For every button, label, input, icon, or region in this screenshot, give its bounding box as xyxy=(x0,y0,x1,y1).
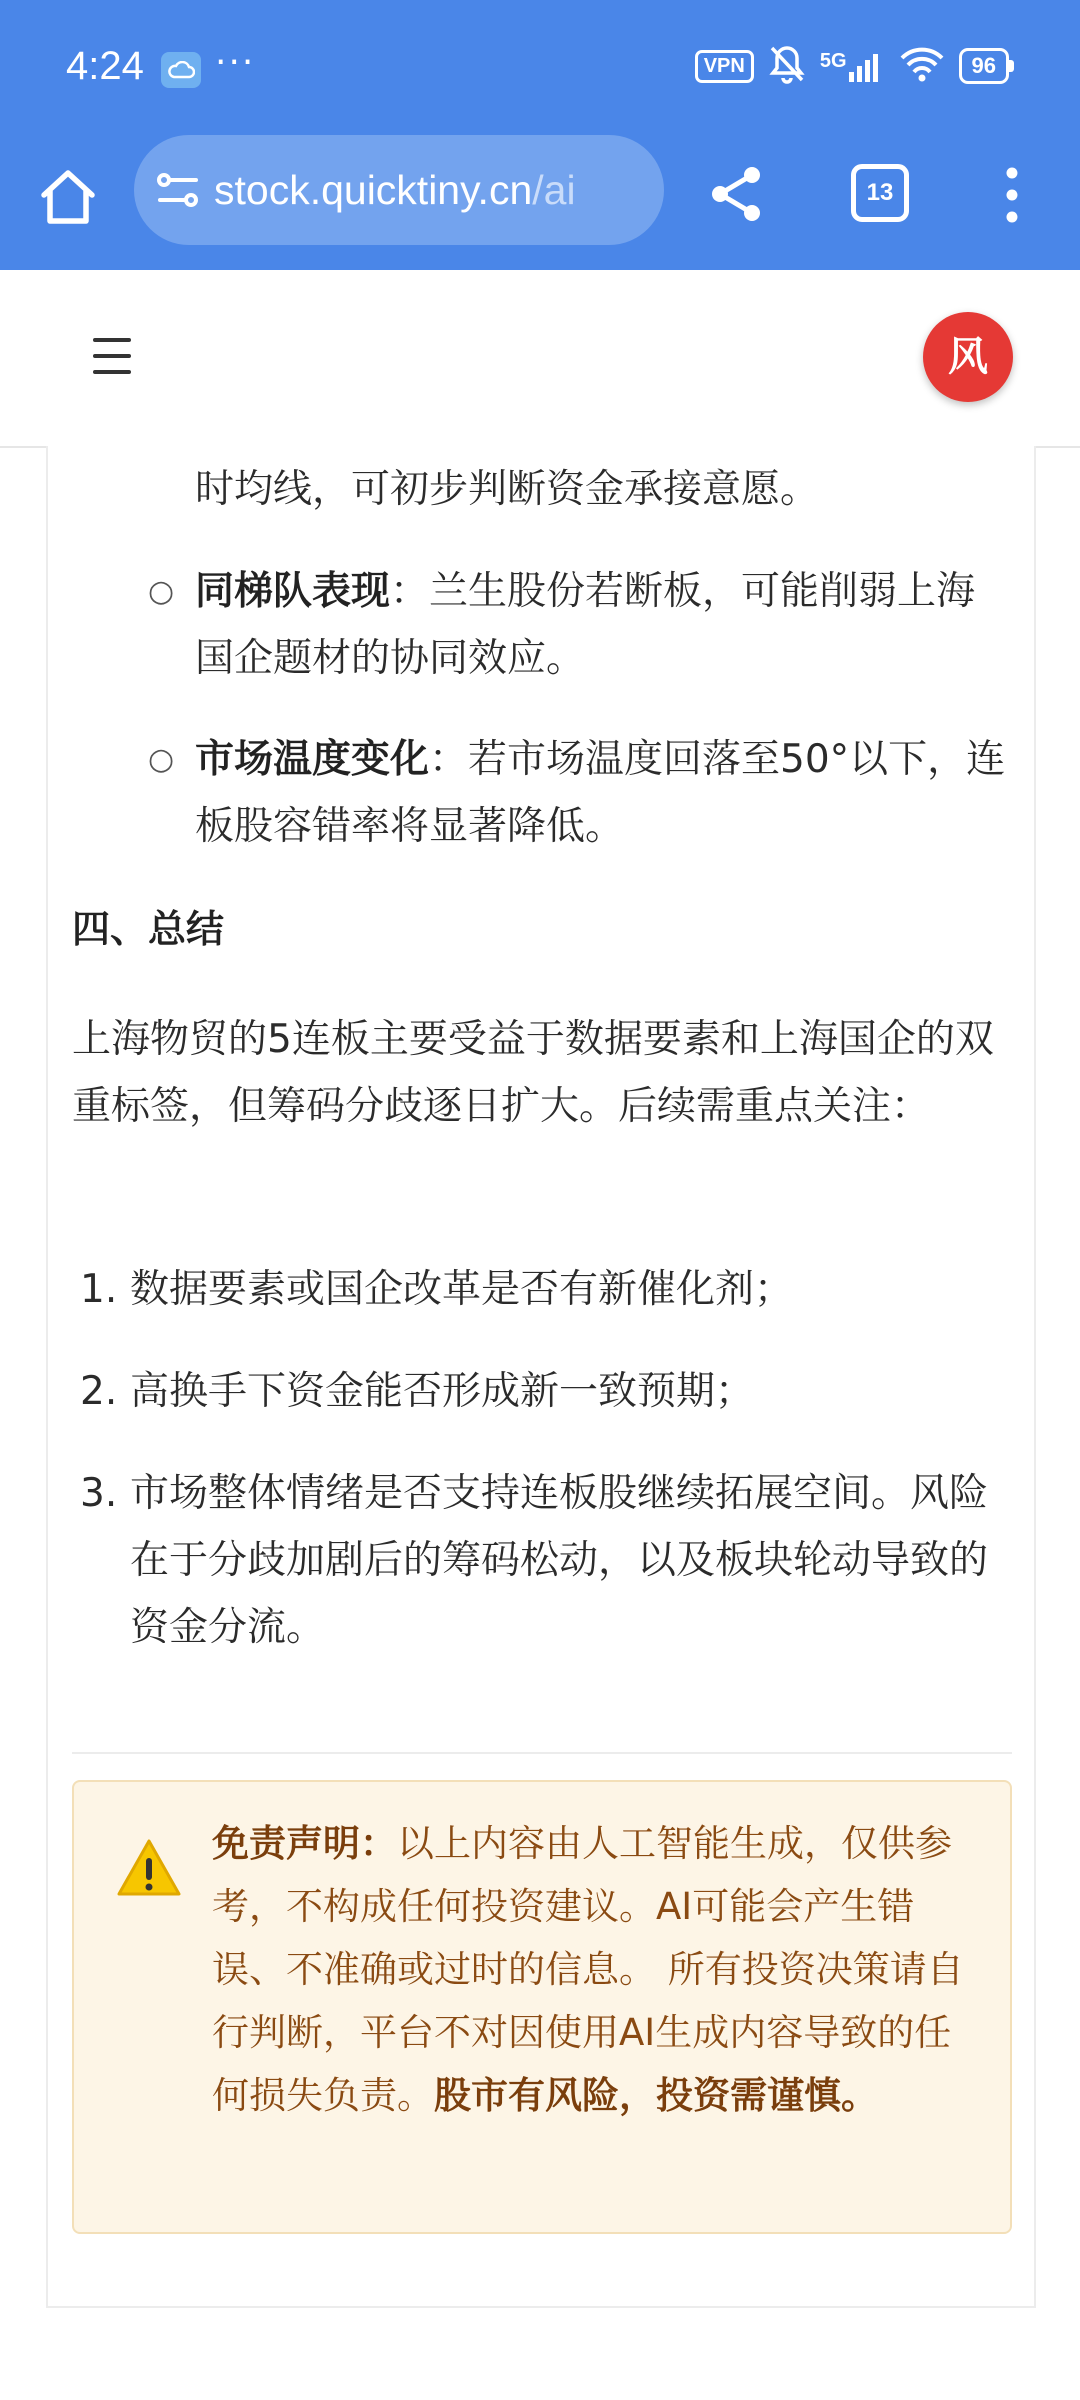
more-vert-icon[interactable] xyxy=(1000,163,1024,227)
summary-paragraph: 上海物贸的5连板主要受益于数据要素和上海国企的双重标签，但筹码分歧逐日扩大。后续需重点关注： xyxy=(72,1017,994,1129)
warning-icon xyxy=(116,1838,182,1898)
address-bar[interactable] xyxy=(134,135,664,245)
cloud-icon xyxy=(161,52,201,88)
section-heading: 四、总结 xyxy=(72,907,225,951)
list-number: 2. xyxy=(80,1369,118,1414)
bullet-title: 市场温度变化 xyxy=(195,737,430,782)
tab-switcher-button[interactable]: 13 xyxy=(851,164,909,222)
signal-icon xyxy=(820,50,885,82)
network-type: 5G xyxy=(819,50,847,72)
list-item xyxy=(148,558,1008,692)
url-path: /ai xyxy=(532,166,576,213)
disclaimer-body: 以上内容由人工智能生成，仅供参考，不构成任何投资建议。AI可能会产生错误、不准确或过时的信息。 所有投资决策请自行判断，平台不对因使用AI生成内容导致的任何损失负责。 xyxy=(212,1822,964,2117)
bullet-text: ：若市场温度回落至50°以下，连板股容错率将显著降低。 xyxy=(195,737,1006,849)
disclaimer-label: 免责声明： xyxy=(212,1822,397,1865)
article-card xyxy=(46,446,1036,2308)
site-header xyxy=(0,270,1080,448)
menu-icon[interactable] xyxy=(93,338,131,378)
list-text: 市场整体情绪是否支持连板股继续拓展空间。风险在于分歧加剧后的筹码松动，以及板块轮动导致的资金分流。 xyxy=(130,1471,989,1650)
home-icon[interactable] xyxy=(36,165,100,229)
bullet-title: 同梯队表现 xyxy=(195,569,391,614)
share-icon[interactable] xyxy=(706,163,768,225)
list-item xyxy=(72,1460,1012,1661)
continued-text: 时均线，可初步判断资金承接意愿。 xyxy=(195,467,820,512)
battery-level: 96 xyxy=(959,48,1009,84)
disclaimer-text xyxy=(212,1812,980,2127)
browser-toolbar xyxy=(0,135,1080,270)
list-number: 3. xyxy=(80,1471,118,1516)
disclaimer-box xyxy=(72,1780,1012,2234)
list-item xyxy=(72,1256,1012,1323)
circle-bullet-icon: ○ xyxy=(148,742,175,777)
wifi-icon xyxy=(899,46,945,86)
list-text: 高换手下资金能否形成新一致预期； xyxy=(130,1369,755,1414)
more-notifications-icon: ··· xyxy=(215,42,256,83)
list-number: 1. xyxy=(80,1267,118,1312)
status-icons xyxy=(695,44,1014,88)
list-text: 数据要素或国企改革是否有新催化剂； xyxy=(130,1267,794,1312)
list-item xyxy=(72,1358,1012,1425)
site-settings-icon[interactable] xyxy=(156,168,200,212)
vpn-icon: VPN xyxy=(695,50,754,83)
mute-bell-icon xyxy=(768,44,806,88)
status-time: 4:24 xyxy=(66,44,144,88)
bullet-text: ：兰生股份若断板，可能削弱上海国企题材的协同效应。 xyxy=(195,569,976,681)
list-item xyxy=(148,726,1008,860)
circle-bullet-icon: ○ xyxy=(148,574,175,609)
disclaimer-emphasis: 股市有风险，投资需谨慎。 xyxy=(434,2074,878,2117)
avatar[interactable]: 风 xyxy=(923,312,1013,402)
url-host: stock.quicktiny.cn xyxy=(214,166,533,213)
divider xyxy=(72,1752,1012,1754)
browser-chrome xyxy=(0,0,1080,270)
url-text[interactable] xyxy=(214,167,576,214)
battery-icon xyxy=(959,48,1014,84)
status-bar xyxy=(0,0,1080,135)
